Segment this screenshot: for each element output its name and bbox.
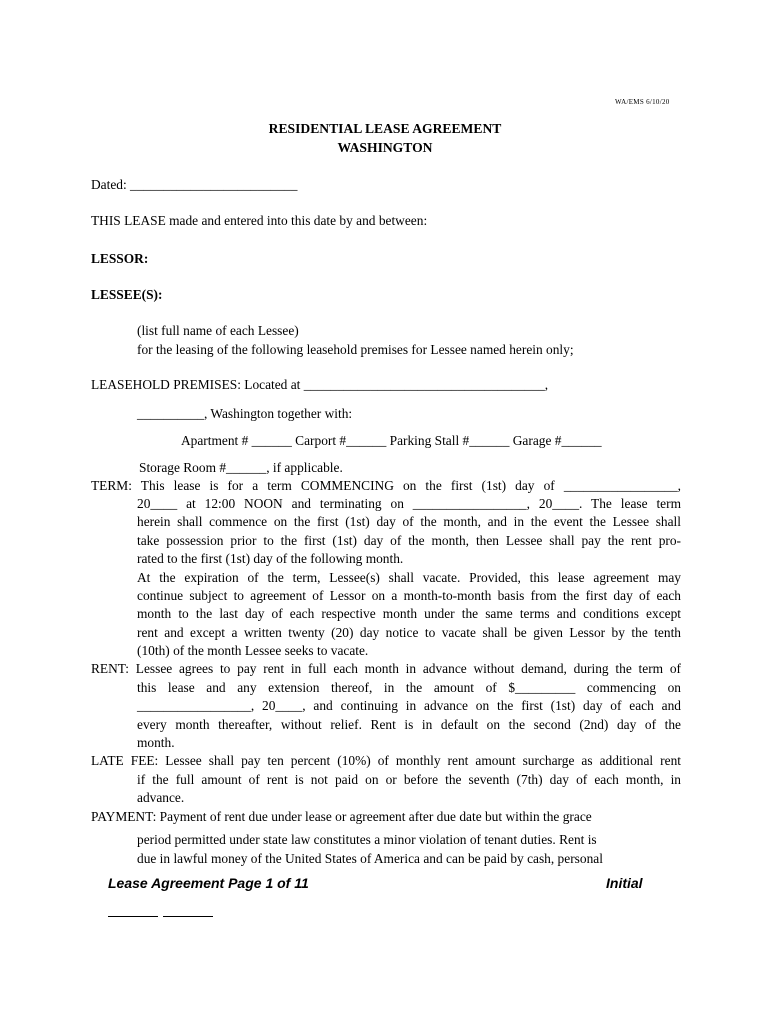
rent-line: this lease and any extension thereof, in the amount of $_________ commencing on	[137, 680, 681, 695]
lessee-purpose: for the leasing of the following leasehold premises for Lessee named herein only;	[137, 342, 574, 357]
payment-line: period permitted under state law constitutes a minor violation of tenant duties. Rent is	[137, 832, 597, 847]
rent-line: every month thereafter, without relief. Rent is in default on the second (2nd) day of the	[137, 717, 681, 732]
late-fee-line: LATE FEE: Lessee shall pay ten percent (10%) of monthly rent amount surcharge as additional rent	[91, 753, 681, 768]
lessee-note: (list full name of each Lessee)	[137, 323, 299, 338]
lessee-label: LESSEE(S):	[91, 287, 163, 302]
initial-line-1	[108, 916, 158, 917]
rent-line: RENT: Lessee agrees to pay rent in full each month in advance without demand, during the term of	[91, 661, 681, 676]
term-line: rent and except a written twenty (20) day notice to vacate shall be given Lessor by the tenth	[137, 625, 681, 640]
term-line: (10th) of the month Lessee seeks to vacate.	[137, 643, 369, 658]
initial-label: Initial	[606, 875, 643, 891]
term-line: TERM: This lease is for a term COMMENCING on the first (1st) day of _________________,	[91, 478, 681, 493]
term-line: 20____ at 12:00 NOON and terminating on _________________, 20____. The lease term	[137, 496, 681, 511]
term-line: herein shall commence on the first (1st) day of the month, and in the event the Lessee shall	[137, 514, 681, 529]
intro-text: THIS LEASE made and entered into this date by and between:	[91, 213, 428, 228]
payment-line: PAYMENT: Payment of rent due under lease or agreement after due date but within the grace	[91, 809, 592, 824]
rent-line: month.	[137, 735, 175, 750]
page-number-label: Lease Agreement Page 1 of 11	[108, 875, 309, 891]
initial-line-2	[163, 916, 213, 917]
term-line: At the expiration of the term, Lessee(s) shall vacate. Provided, this lease agreement may	[137, 570, 681, 585]
premises-city: __________, Washington together with:	[137, 406, 353, 421]
rent-line: _________________, 20____, and continuing in advance on the first (1st) day of each and	[137, 698, 681, 713]
document-reference: WA/EMS 6/10/20	[615, 98, 670, 106]
premises-location: LEASEHOLD PREMISES: Located at ____________________________________,	[91, 377, 549, 392]
dated-field: Dated: _________________________	[91, 177, 298, 192]
document-subtitle: WASHINGTON	[337, 140, 433, 155]
term-line: rated to the first (1st) day of the following month.	[137, 551, 404, 566]
premises-storage: Storage Room #______, if applicable.	[139, 460, 343, 475]
document-title: RESIDENTIAL LEASE AGREEMENT	[268, 121, 502, 136]
late-fee-line: advance.	[137, 790, 185, 805]
lessor-label: LESSOR:	[91, 251, 149, 266]
premises-amenities: Apartment # ______ Carport #______ Parking Stall #______ Garage #______	[181, 433, 602, 448]
term-line: month to the last day of each respective month under the same terms and conditions except	[137, 606, 681, 621]
late-fee-line: if the full amount of rent is not paid on or before the seventh (7th) day of each month, in	[137, 772, 681, 787]
term-line: continue subject to agreement of Lessor on a month-to-month basis from the first day of each	[137, 588, 681, 603]
term-line: take possession prior to the first (1st) day of the month, then Lessee shall pay the rent pro-	[137, 533, 681, 548]
payment-line: due in lawful money of the United States of America and can be paid by cash, personal	[137, 851, 603, 866]
